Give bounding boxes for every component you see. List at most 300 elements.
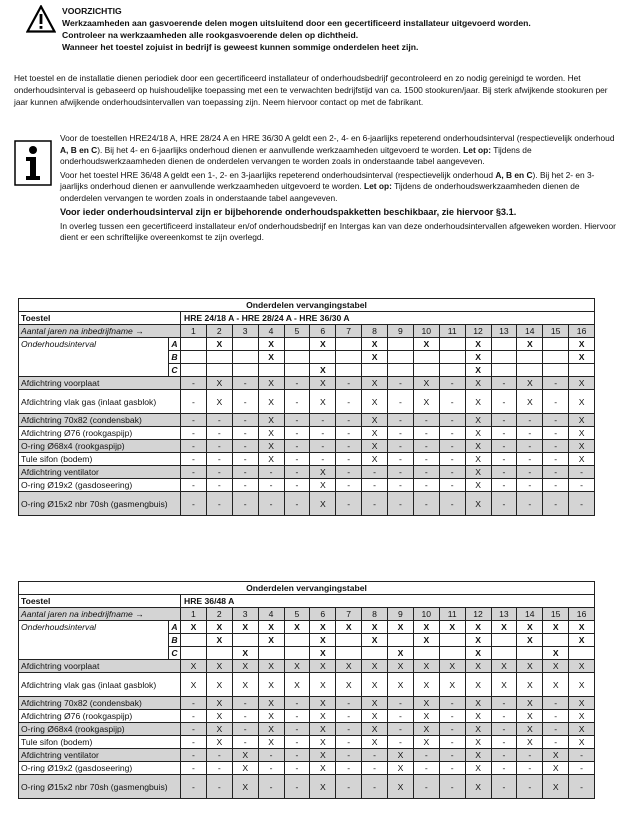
interval-cell: X [232,647,258,660]
interval-cell [388,634,414,647]
part-cell: - [569,762,595,775]
part-cell: - [232,390,258,414]
part-name: Tule sifon (bodem) [19,453,181,466]
interval-letter: A [169,338,181,351]
part-cell: - [284,414,310,427]
part-cell: - [336,697,362,710]
part-cell: - [206,775,232,799]
part-cell: - [413,427,439,440]
table-title: Onderdelen vervangingstabel [19,299,595,312]
interval-cell [413,647,439,660]
interval-cell [232,364,258,377]
part-cell: - [543,697,569,710]
part-name: Tule sifon (bodem) [19,736,181,749]
part-cell: X [465,749,491,762]
part-cell: X [258,673,284,697]
interval-cell: X [569,338,595,351]
part-cell: - [439,466,465,479]
interval-cell: X [284,621,310,634]
part-cell: X [569,660,595,673]
part-row [19,736,595,749]
year-cell: 2 [206,608,232,621]
part-cell: X [362,736,388,749]
part-cell: - [284,453,310,466]
part-cell: - [491,492,517,516]
part-cell: - [336,749,362,762]
part-cell: - [439,427,465,440]
interval-cell [491,647,517,660]
part-cell: X [465,414,491,427]
part-cell: - [388,723,414,736]
part-cell: X [232,775,258,799]
interval-cell [336,634,362,647]
part-cell: - [388,710,414,723]
part-cell: - [517,775,543,799]
year-cell: 14 [517,325,543,338]
part-cell: X [181,660,207,673]
year-cell: 13 [491,325,517,338]
part-row [19,697,595,710]
part-cell: - [543,736,569,749]
interval-cell: X [517,634,543,647]
part-name: Afdichtring Ø76 (rookgaspijp) [19,427,181,440]
part-cell: - [491,479,517,492]
part-cell: X [413,390,439,414]
part-cell: - [569,479,595,492]
part-cell: - [181,775,207,799]
part-cell: - [388,390,414,414]
replacement-table-2 [18,581,595,799]
part-cell: X [465,710,491,723]
replacement-table-1 [18,298,595,516]
interval-row [19,621,595,634]
part-cell: X [258,736,284,749]
years-row [19,608,595,621]
part-cell: - [206,479,232,492]
part-cell: X [569,697,595,710]
part-cell: - [310,427,336,440]
year-cell: 10 [413,325,439,338]
year-cell: 6 [310,325,336,338]
interval-cell [206,647,232,660]
part-cell: - [284,749,310,762]
part-cell: - [181,414,207,427]
part-name: Afdichtring Ø76 (rookgaspijp) [19,710,181,723]
part-cell: - [232,736,258,749]
part-cell: X [310,736,336,749]
part-cell: X [439,673,465,697]
part-cell: - [491,453,517,466]
part-cell: - [388,492,414,516]
interval-cell: X [543,621,569,634]
interval-cell: X [413,634,439,647]
interval-cell: X [439,621,465,634]
year-cell: 3 [232,608,258,621]
part-cell: - [439,453,465,466]
part-row [19,466,595,479]
part-cell: X [258,697,284,710]
part-cell: X [388,749,414,762]
part-cell: X [284,673,310,697]
part-cell: - [543,492,569,516]
part-cell: X [258,427,284,440]
interval-cell [181,647,207,660]
interval-cell [543,338,569,351]
part-cell: X [310,492,336,516]
part-cell: X [388,775,414,799]
part-row [19,492,595,516]
part-cell: - [284,466,310,479]
interval-cell: X [569,621,595,634]
part-cell: - [258,466,284,479]
part-cell: - [336,466,362,479]
part-cell: - [517,440,543,453]
interval-cell: X [258,634,284,647]
part-cell: - [543,414,569,427]
interval-cell [336,364,362,377]
part-cell: - [491,762,517,775]
part-cell: - [569,749,595,762]
interval-cell: X [465,364,491,377]
interval-cell [181,338,207,351]
part-cell: X [310,775,336,799]
part-cell: - [543,723,569,736]
interval-cell: X [362,338,388,351]
warning-line: Controleer na werkzaamheden alle rookgasvoerende delen op dichtheid. [62,30,359,40]
part-cell: X [388,660,414,673]
part-cell: X [232,673,258,697]
part-cell: X [206,660,232,673]
interval-cell: X [517,338,543,351]
part-cell: - [206,414,232,427]
part-cell: - [517,492,543,516]
part-cell: - [336,427,362,440]
year-cell: 6 [310,608,336,621]
part-cell: - [310,440,336,453]
part-cell: X [465,453,491,466]
part-name: O-ring Ø68x4 (rookgaspijp) [19,723,181,736]
part-cell: - [181,479,207,492]
part-cell: - [284,762,310,775]
year-cell: 4 [258,325,284,338]
part-cell: X [439,660,465,673]
year-cell: 1 [181,608,207,621]
part-cell: - [232,723,258,736]
part-cell: X [362,414,388,427]
interval-cell: X [491,621,517,634]
part-cell: - [181,492,207,516]
part-cell: - [336,736,362,749]
part-cell: - [388,414,414,427]
interval-cell [232,351,258,364]
part-cell: - [491,749,517,762]
years-label: Aantal jaren na inbedrijfname → [19,325,181,338]
interval-cell [181,364,207,377]
part-cell: - [232,440,258,453]
part-cell: - [336,775,362,799]
part-cell: - [284,377,310,390]
part-cell: X [569,440,595,453]
part-cell: - [336,377,362,390]
part-cell: - [232,453,258,466]
part-cell: X [569,390,595,414]
part-cell: - [336,453,362,466]
model-names: HRE 24/18 A - HRE 28/24 A - HRE 36/30 A [181,312,595,325]
interval-cell [310,351,336,364]
part-cell: X [569,427,595,440]
part-cell: - [362,775,388,799]
part-cell: X [362,377,388,390]
year-cell: 5 [284,608,310,621]
warning-line: Wanneer het toestel zojuist in bedrijf is geweest kunnen sommige onderdelen heet zijn. [62,42,419,52]
part-cell: - [491,377,517,390]
part-cell: - [569,775,595,799]
part-cell: - [336,440,362,453]
part-name: Afdichtring vlak gas (inlaat gasblok) [19,673,181,697]
part-cell: - [336,479,362,492]
part-cell: X [413,710,439,723]
part-row [19,749,595,762]
warning-text [62,5,602,53]
part-cell: X [465,736,491,749]
part-cell: - [413,762,439,775]
part-cell: - [206,762,232,775]
interval-cell: X [569,634,595,647]
part-cell: X [388,673,414,697]
part-cell: X [258,660,284,673]
interval-cell [336,338,362,351]
part-cell: - [258,762,284,775]
part-cell: - [284,440,310,453]
part-cell: - [388,479,414,492]
part-cell: - [491,427,517,440]
part-cell: X [258,723,284,736]
part-cell: - [284,492,310,516]
info-packages-note: Voor ieder onderhoudsinterval zijn er bijbehorende onderhoudspakketten beschikbaar, zie hiervoor §3.1. [60,207,517,217]
interval-cell: X [569,351,595,364]
interval-cell: X [206,338,232,351]
part-row [19,775,595,799]
part-cell: - [491,710,517,723]
part-cell: - [439,736,465,749]
part-cell: - [362,466,388,479]
part-cell: - [413,492,439,516]
year-cell: 8 [362,608,388,621]
part-cell: - [284,723,310,736]
part-cell: X [543,762,569,775]
part-cell: X [362,440,388,453]
table-model-row [19,312,595,325]
interval-cell [413,364,439,377]
interval-cell [284,364,310,377]
part-cell: - [181,736,207,749]
part-row [19,710,595,723]
part-row [19,723,595,736]
interval-label: Onderhoudsinterval [19,621,169,660]
part-cell: X [491,673,517,697]
info-paragraph-2: Voor het toestel HRE 36/48 A geldt een 1-, 2- en 3-jaarlijks repeterend onderhoudsinterval (respectievelijk onderhoud A, B en C). Bij het 2- en 3-jaarlijks onderhoud dienen er aanvullende werkzaamheden uitgevoerd te worden. Let op: Tijdens de onderhoudswerkzaamheden dienen de onderdelen vervangen te worden zoals in onderstaande tabel aangeveven. [60,169,595,203]
part-cell: X [465,673,491,697]
part-cell: X [206,673,232,697]
part-cell: X [362,673,388,697]
part-cell: - [439,440,465,453]
part-cell: X [206,710,232,723]
part-cell: - [543,377,569,390]
part-cell: X [232,660,258,673]
part-cell: X [310,660,336,673]
part-row [19,427,595,440]
part-name: O-ring Ø15x2 nbr 70sh (gasmengbuis) [19,775,181,799]
part-row [19,673,595,697]
toestel-label: Toestel [19,595,181,608]
interval-cell [206,364,232,377]
interval-letter: A [169,621,181,634]
part-cell: - [232,710,258,723]
year-cell: 11 [439,608,465,621]
part-cell: - [181,697,207,710]
part-cell: X [206,723,232,736]
part-cell: - [543,466,569,479]
part-cell: - [284,710,310,723]
part-cell: X [310,762,336,775]
part-name: Afdichtring ventilator [19,749,181,762]
part-row [19,440,595,453]
year-cell: 7 [336,608,362,621]
part-cell: X [258,453,284,466]
part-cell: X [310,697,336,710]
part-cell: - [439,775,465,799]
interval-cell: X [206,621,232,634]
part-cell: - [491,390,517,414]
part-cell: X [310,749,336,762]
part-name: Afdichtring voorplaat [19,377,181,390]
part-cell: X [362,453,388,466]
part-cell: - [181,390,207,414]
table-model-row [19,595,595,608]
part-cell: X [310,723,336,736]
part-cell: X [569,723,595,736]
part-cell: - [206,466,232,479]
part-cell: X [258,414,284,427]
interval-cell: X [232,621,258,634]
part-cell: - [181,749,207,762]
part-cell: X [310,479,336,492]
part-name: Afdichtring voorplaat [19,660,181,673]
interval-cell [543,634,569,647]
part-cell: X [413,660,439,673]
interval-cell: X [258,621,284,634]
part-cell: - [181,466,207,479]
info-paragraph-1: Voor de toestellen HRE24/18 A, HRE 28/24 A en HRE 36/30 A geldt een 2-, 4- en 6-jaarlijks repeterend onderhoudsinterval (respectievelijk onderhoud A, B en C). Bij het 4- en 6-jaarlijks onderhoud dienen er aanvullende werkzaamheden uitgevoerd te worden. Let op: Tijdens de onderhoudswerkzaamheden dienen de onderdelen vervangen te worden zoals in onderstaande tabel aangeveven. [60,133,615,166]
part-cell: - [232,377,258,390]
part-cell: X [465,466,491,479]
part-cell: X [310,466,336,479]
part-cell: X [517,660,543,673]
part-cell: - [232,427,258,440]
part-name: Afdichtring vlak gas (inlaat gasblok) [19,390,181,414]
part-cell: - [181,440,207,453]
interval-cell [439,338,465,351]
part-cell: - [232,414,258,427]
interval-cell: X [310,338,336,351]
years-label: Aantal jaren na inbedrijfname → [19,608,181,621]
part-cell: X [465,660,491,673]
part-cell: - [258,479,284,492]
interval-cell: X [543,647,569,660]
part-cell: X [206,390,232,414]
part-cell: - [439,479,465,492]
part-cell: X [465,479,491,492]
part-cell: - [181,762,207,775]
part-cell: - [439,697,465,710]
part-cell: - [181,453,207,466]
interval-cell: X [388,621,414,634]
part-name: O-ring Ø19x2 (gasdoseering) [19,479,181,492]
part-cell: - [413,479,439,492]
year-cell: 15 [543,325,569,338]
interval-cell [491,364,517,377]
interval-cell: X [388,647,414,660]
part-cell: - [543,390,569,414]
table-title-row [19,582,595,595]
part-cell: X [206,736,232,749]
interval-cell: X [310,647,336,660]
part-cell: - [206,749,232,762]
part-cell: - [491,775,517,799]
part-cell: X [569,377,595,390]
part-cell: X [336,673,362,697]
part-cell: - [517,762,543,775]
part-cell: X [465,762,491,775]
year-cell: 13 [491,608,517,621]
part-cell: X [569,710,595,723]
part-cell: X [258,710,284,723]
part-cell: - [388,453,414,466]
part-cell: - [362,762,388,775]
part-name: O-ring Ø19x2 (gasdoseering) [19,762,181,775]
interval-row [19,338,595,351]
part-cell: - [439,762,465,775]
part-cell: X [413,723,439,736]
part-cell: - [206,492,232,516]
part-name: Afdichtring 70x82 (condensbak) [19,414,181,427]
part-cell: X [569,736,595,749]
interval-letter: C [169,647,181,660]
part-cell: X [232,762,258,775]
part-cell: - [543,479,569,492]
part-row [19,377,595,390]
part-cell: - [569,466,595,479]
years-row [19,325,595,338]
interval-cell: X [206,634,232,647]
part-cell: - [439,749,465,762]
part-cell: - [388,440,414,453]
interval-cell [569,364,595,377]
part-row [19,762,595,775]
interval-cell [543,351,569,364]
part-cell: - [569,492,595,516]
table-title: Onderdelen vervangingstabel [19,582,595,595]
part-row [19,414,595,427]
part-cell: X [362,710,388,723]
part-cell: - [284,390,310,414]
part-cell: X [310,673,336,697]
year-cell: 1 [181,325,207,338]
part-cell: - [413,414,439,427]
part-cell: - [258,492,284,516]
part-cell: X [543,673,569,697]
part-cell: X [517,723,543,736]
